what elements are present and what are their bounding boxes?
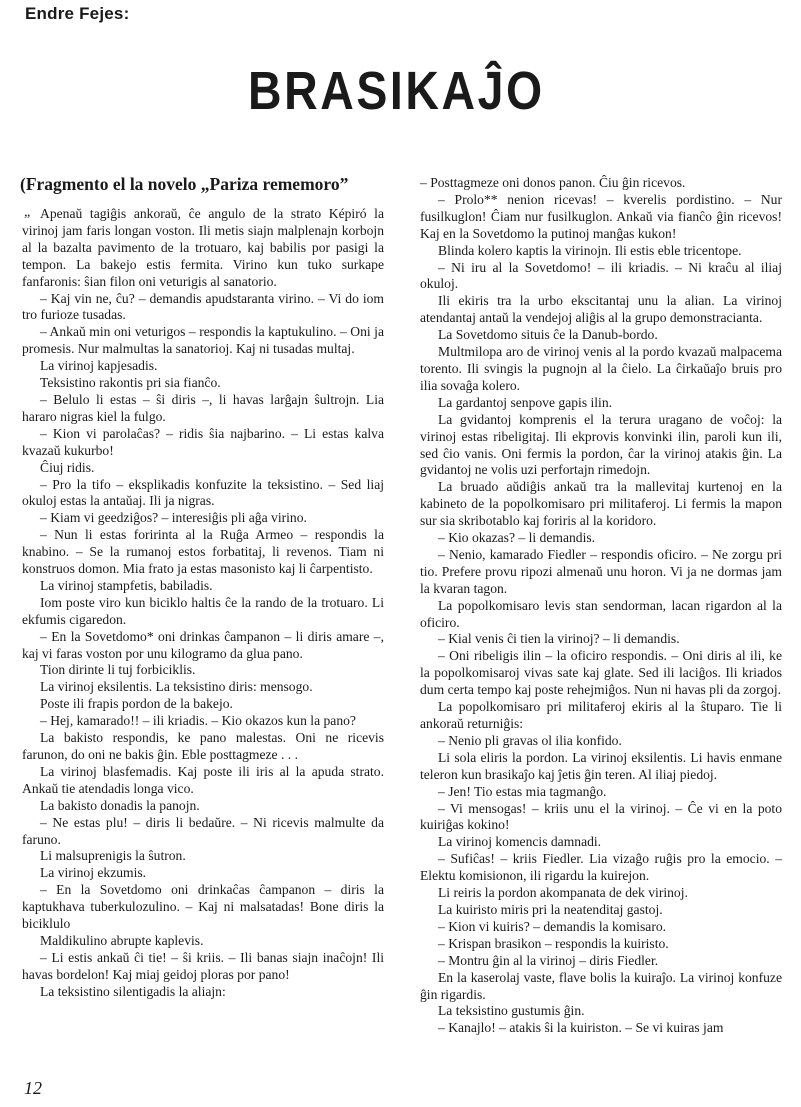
left-column bbox=[22, 206, 384, 1001]
paragraph: – Montru ĝin al la virinoj – diris Fiedler. bbox=[438, 952, 659, 968]
paragraph: Poste ili frapis pordon de la bakejo. bbox=[40, 696, 233, 712]
paragraph: Blinda kolero kaptis la virinojn. Ili estis eble tricentope. bbox=[438, 242, 742, 258]
paragraph: – Kion vi parolaĉas? – ridis ŝia najbarino. – Li estas kalva kvazaŭ kukurbo! bbox=[22, 425, 384, 458]
paragraph: La gvidantoj komprenis el la terura uragano de voĉoj: la virinoj estas ribeligitaj. Ili ekprovis konvinki ilin, paroli kun ili, sed ĉio vanis. Oni fermis la pordon, ĉar la virinoj atakis ĝin. La gvidantoj ne volis uzi perfortajn rimedojn. bbox=[420, 411, 782, 478]
paragraph: – Nenio, kamarado Fiedler – respondis oficiro. – Ne zorgu pri tio. Prefere provu ripozi almenaŭ unu horon. Vi ja ne dormas jam la kvaran tagon. bbox=[420, 546, 782, 596]
paragraph: La bruado aŭdiĝis ankaŭ tra la mallevitaj kurtenoj en la kabineto de la popolkomisaro pri militaferoj. Li fermis la mapon sur sia skribotablo kaj foriris al la koridoro. bbox=[420, 479, 782, 529]
paragraph: Iom poste viro kun biciklo haltis ĉe la rando de la trotuaro. Li ekfumis cigaredon. bbox=[22, 594, 384, 627]
paragraph: Tion dirinte li tuj forbiciklis. bbox=[40, 662, 196, 678]
paragraph: Li malsuprenigis la ŝutron. bbox=[40, 848, 186, 864]
paragraph: La popolkomisaro pri militaferoj ekiris al la ŝtuparo. Tie li ankoraŭ returniĝis: bbox=[420, 699, 782, 731]
paragraph: La Sovetdomo situis ĉe la Danub-bordo. bbox=[438, 327, 658, 343]
paragraph: La teksistino silentigadis la aliajn: bbox=[40, 983, 226, 999]
paragraph: La virinoj blasfemadis. Kaj poste ili iris al la apuda strato. Ankaŭ tie atendadis longa vico. bbox=[22, 763, 384, 796]
story-subtitle: (Fragmento el la novelo „Pariza rememoro” bbox=[20, 174, 349, 194]
paragraph: La kuiristo miris pri la neatenditaj gastoj. bbox=[438, 901, 663, 917]
paragraph: – Krispan brasikon – respondis la kuiristo. bbox=[438, 935, 669, 951]
paragraph: Li sola eliris la pordon. La virinoj eksilentis. Li havis enmane teleron kun brasikaĵo kaj ĵetis ĝin teren. Al iliaj piedoj. bbox=[420, 749, 782, 782]
paragraph: – Jen! Tio estas mia tagmanĝo. bbox=[438, 783, 607, 799]
paragraph: – Nenio pli gravas ol ilia konfido. bbox=[438, 732, 622, 748]
paragraph: – En la Sovetdomo oni drinkaĉas ĉampanon – diris la kaptukhava tuberkulozulino. – Kaj ni malsatadas! Bone diris la biciklulo bbox=[22, 882, 384, 932]
paragraph: – Belulo li estas – ŝi diris –, li havas larĝajn ŝultrojn. Lia hararo nigras kiel la fulgo. bbox=[22, 391, 384, 424]
paragraph: – Li estis ankaŭ ĉi tie! – ŝi kriis. – Ili banas siajn inaĉojn! Ili havas bordelon! Kaj miaj geidoj ploras por pano! bbox=[22, 949, 384, 982]
paragraph: – Hej, kamarado!! – ili kriadis. – Kio okazos kun la pano? bbox=[40, 713, 356, 729]
story-title: BRASIKAĴO bbox=[248, 61, 545, 121]
paragraph: Ili ekiris tra la urbo ekscitantaj unu la alian. La virinoj atendantaj antaŭ la vendejoj aliĝis al la grupo demonstraciantа. bbox=[420, 293, 782, 326]
paragraph: La popolkomisaro levis stan sendorman, lacan rigardon al la oficiro. bbox=[420, 597, 782, 630]
paragraph: La bakisto donadis la panojn. bbox=[40, 797, 200, 813]
paragraph: – Vi mensogas! – kriis unu el la virinoj. – Ĉe vi en la poto kuiriĝas kokino! bbox=[420, 800, 782, 833]
paragraph: – En la Sovetdomo* oni drinkas ĉampanon – li diris amare –, kaj vi faras voston por unu kilogramo da glua pano. bbox=[22, 628, 384, 661]
paragraph: – Ne estas plu! – diris li bedaŭre. – Ni ricevis malmulte da faruno. bbox=[22, 814, 384, 847]
paragraph: La virinoj kapjesadis. bbox=[40, 358, 158, 374]
paragraph: La virinoj ekzumis. bbox=[40, 865, 147, 881]
paragraph: – Kial venis ĉi tien la virinoj? – li demandis. bbox=[438, 631, 680, 647]
paragraph: – Prolo** nenion ricevas! – kverelis pordistino. – Nur fusilkuglon! Ĉiam nur fusilkuglon. Ankaŭ via fianĉo ĝin ricevos! Kaj en la Sovetdomo la putinoj manĝas kukon! bbox=[420, 191, 782, 241]
paragraph: – Pro la tifo – eksplikadis konfuzite la teksistino. – Sed liaj okuloj estas la antaŭaj. Ili ja nigras. bbox=[22, 476, 384, 509]
paragraph: – Ni iru al la Sovetdomo! – ili kriadis. – Ni kraĉu al iliaj okuloj. bbox=[420, 259, 782, 292]
paragraph: – Ankaŭ min oni veturigos – respondis la kaptukulino. – Oni ja promesis. Nur malmultas la sanatorioj. Kaj ni tusadas multaj. bbox=[22, 324, 384, 357]
opening-quote-mark: „ bbox=[24, 205, 31, 220]
paragraph: – Kanajlo! – atakis ŝi la kuiriston. – Se vi kuiras jam bbox=[438, 1020, 724, 1036]
paragraph: Multmilopa aro de virinoj venis al la pordo kvazaŭ malpacema torento. Ili svingis la pugnojn al la ĉielo. La ĉirkaŭaĵo bruis pro ilia sovaĝa kolero. bbox=[420, 344, 782, 393]
paragraph: Ĉiuj ridis. bbox=[40, 459, 95, 475]
paragraph: Apenaŭ tagiĝis ankoraŭ, ĉe angulo de la strato Képiró la virinoj jam faris longan voston. Ili metis siajn malplenajn korbojn al la bazalta pavimento de la trotuaro, kaj babilis por pasigi la tempon. La bakejo estis fermita. Virino kun tuko surkape fanfaronis: ŝian filon oni veturigis al sanatorio. bbox=[22, 206, 384, 289]
page-number: 12 bbox=[24, 1078, 42, 1098]
paragraph: Teksistino rakontis pri sia fianĉo. bbox=[40, 375, 221, 391]
paragraph: – Kio okazas? – li demandis. bbox=[438, 530, 596, 546]
right-column bbox=[420, 175, 782, 1037]
paragraph: La virinoj eksilentis. La teksistino diris: mensogo. bbox=[40, 679, 313, 695]
paragraph: La bakisto respondis, ke pano malestas. Oni ne ricevis farunon, do oni ne bakis ĝin. Eble posttagmeze . . . bbox=[22, 730, 384, 762]
paragraph: En la kaserolaj vaste, flave bolis la kuiraĵo. La virinoj konfuze ĝin rigardis. bbox=[420, 969, 782, 1002]
paragraph: – Posttagmeze oni donos panon. Ĉiu ĝin ricevos. bbox=[420, 175, 686, 190]
paragraph: – Sufiĉas! – kriis Fiedler. Lia vizaĝo ruĝis pro la emocio. – Elektu komisionon, ili rigardu la kuirejon. bbox=[420, 851, 782, 884]
paragraph: La virinoj stampfetis, babiladis. bbox=[40, 577, 213, 593]
paragraph: – Kion vi kuiris? – demandis la komisaro. bbox=[438, 918, 667, 934]
paragraph: – Nun li estas foririnta al la Ruĝa Armeo – respondis la knabino. – Se la rumanoj estos forbatitaj, li revenos. Tiam ni konstruos domon. Mia frato ja estas masonisto kaj li ĉarpentisto. bbox=[22, 527, 384, 577]
paragraph: Li reiris la pordon akompanata de dek virinoj. bbox=[438, 885, 688, 901]
paragraph: – Oni ribeligis ilin – la oficiro respondis. – Oni diris al ili, ke la popolkomisaroj vivas sate kaj glate. Sed ili laciĝos. Ili kriados dum certa tempo kaj poste rehejmiĝos. Nun ni havas pli da zorgoj. bbox=[420, 648, 782, 698]
author-name: Endre Fejes: bbox=[25, 4, 130, 23]
paragraph: – Kiam vi geedziĝos? – interesiĝis pli aĝa virino. bbox=[40, 510, 307, 526]
paragraph: La virinoj komencis damnadi. bbox=[438, 834, 602, 850]
paragraph: La teksistino gustumis ĝin. bbox=[438, 1003, 585, 1019]
paragraph: Maldikulino abrupte kaplevis. bbox=[40, 932, 204, 948]
paragraph: La gardantoj senpove gapis ilin. bbox=[438, 394, 613, 410]
paragraph: – Kaj vin ne, ĉu? – demandis apudstaranta virino. – Vi do iom tro furioze tusadas. bbox=[22, 290, 384, 323]
